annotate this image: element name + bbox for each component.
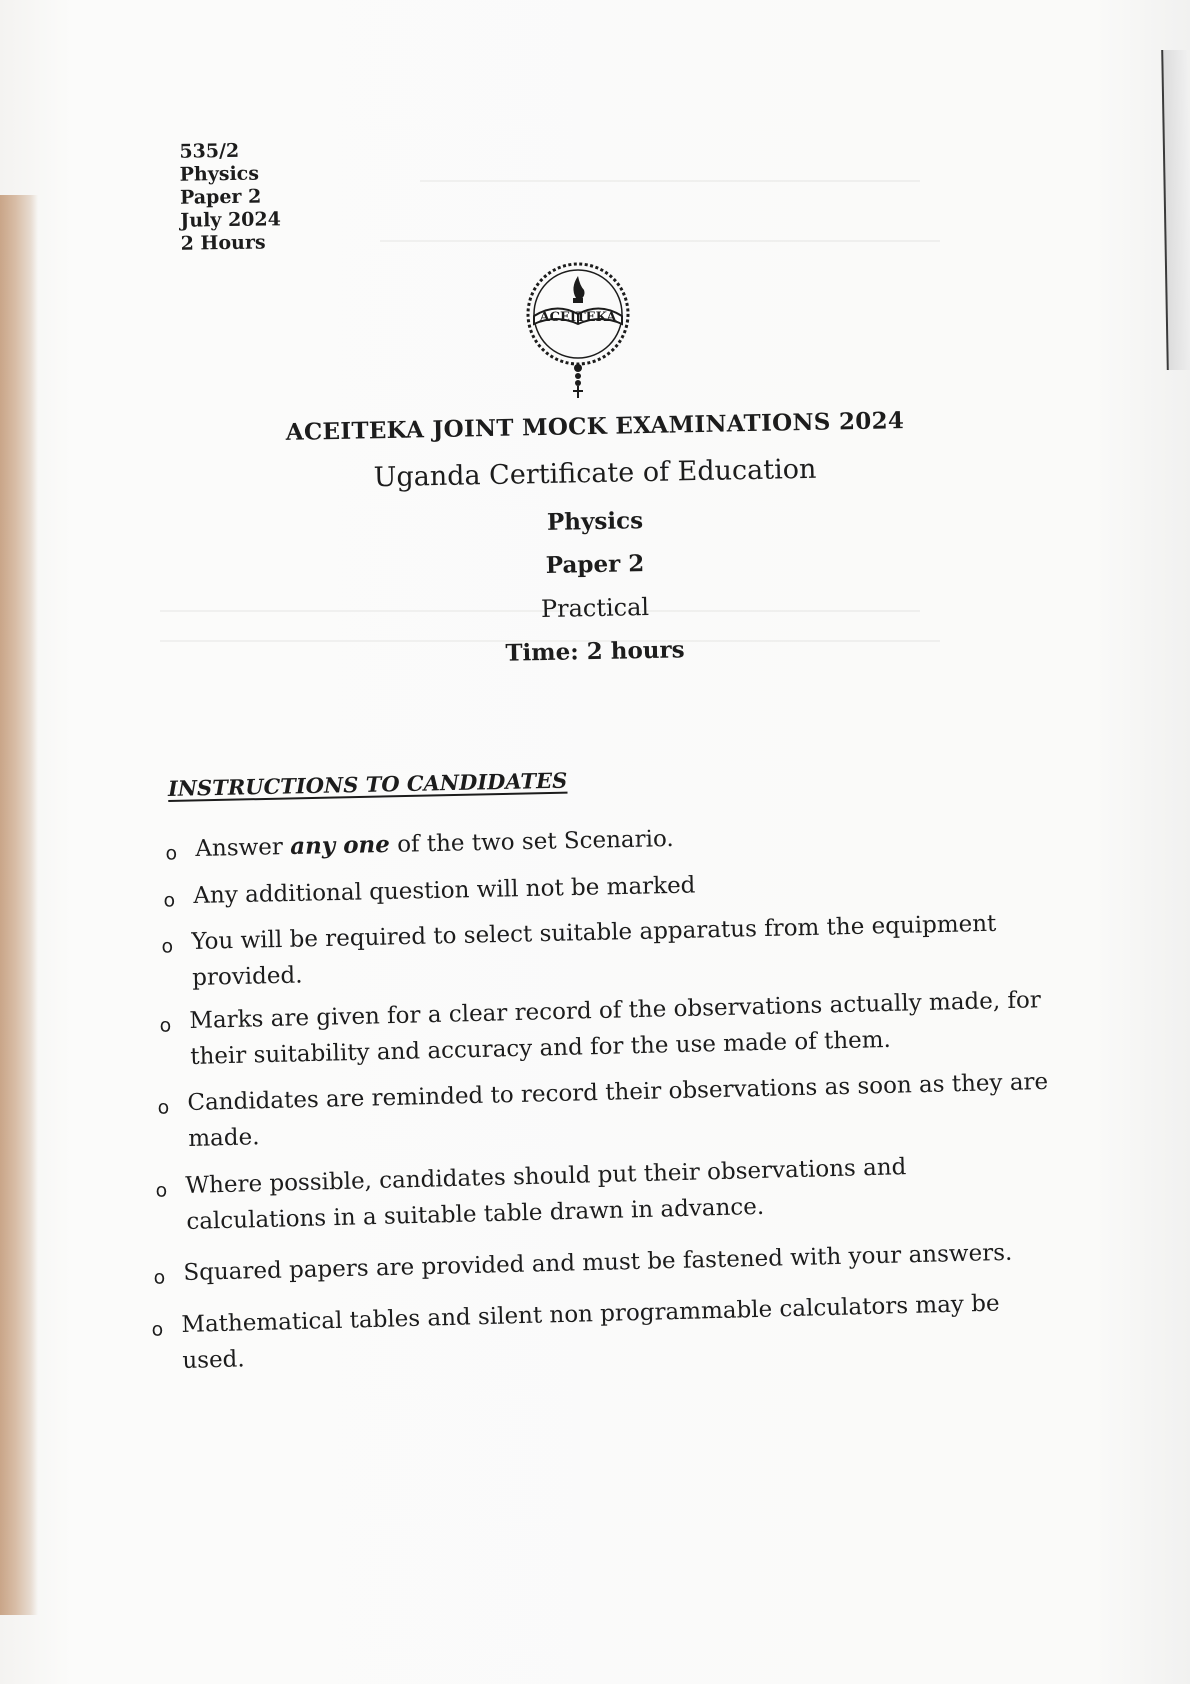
bullet-marker: o: [155, 1179, 168, 1202]
instruction-text: Any additional question will not be marked: [193, 872, 696, 909]
instruction-item: [165, 821, 674, 867]
instruction-text-cont: calculations in a suitable table drawn in advance.: [186, 1193, 765, 1235]
time-allowed: Time: 2 hours: [505, 636, 685, 667]
exam-title: ACEITEKA JOINT MOCK EXAMINATIONS 2024: [285, 407, 905, 446]
bullet-marker: o: [161, 935, 174, 958]
bullet-marker: o: [159, 1014, 172, 1037]
instruction-item: [161, 906, 997, 996]
practical-label: Practical: [540, 592, 650, 624]
instruction-text: Candidates are reminded to record their observations as soon as they are: [187, 1068, 1049, 1116]
instruction-text: Answer: [195, 834, 291, 862]
paper-number: Paper 2: [179, 185, 262, 209]
certificate-title: Uganda Certificate of Education: [373, 453, 817, 494]
instruction-text-cont: used.: [182, 1346, 245, 1374]
paper-duration: 2 Hours: [180, 231, 266, 255]
paper-title: Paper 2: [545, 550, 645, 579]
instruction-item: [163, 867, 696, 914]
subject-title: Physics: [546, 507, 644, 536]
instruction-text: Where possible, candidates should put their observations and: [185, 1154, 907, 1199]
instructions-heading: INSTRUCTIONS TO CANDIDATES: [167, 767, 568, 801]
instruction-text: You will be required to select suitable apparatus from the equipment: [191, 910, 997, 955]
bullet-marker: o: [151, 1318, 164, 1341]
instruction-text: Marks are given for a clear record of the observations actually made, for: [189, 987, 1042, 1034]
instruction-item: [157, 1064, 1049, 1157]
instruction-text: Squared papers are provided and must be fastened with your answers.: [183, 1239, 1013, 1286]
instruction-item: [153, 1235, 1013, 1291]
instruction-text-cont: made.: [188, 1124, 260, 1152]
bullet-marker: o: [157, 1096, 170, 1119]
instruction-emphasis: any one: [289, 830, 391, 861]
instruction-text-cont: their suitability and accuracy and for the use made of them.: [190, 1026, 892, 1070]
instruction-item: [155, 1149, 908, 1240]
instruction-text-cont: provided.: [191, 962, 303, 991]
paper-subject: Physics: [179, 162, 260, 186]
instruction-text: of the two set Scenario.: [389, 825, 674, 858]
bullet-marker: o: [165, 842, 178, 865]
paper-code: 535/2: [179, 139, 240, 163]
logo-banner-text: ACEITEKA: [539, 310, 617, 325]
paper-date: July 2024: [180, 208, 282, 232]
bullet-marker: o: [153, 1266, 166, 1289]
instruction-item: [159, 982, 1042, 1075]
bullet-marker: o: [163, 889, 176, 912]
instruction-text: Mathematical tables and silent non programmable calculators may be: [181, 1290, 1000, 1338]
instruction-item: [151, 1286, 1001, 1379]
